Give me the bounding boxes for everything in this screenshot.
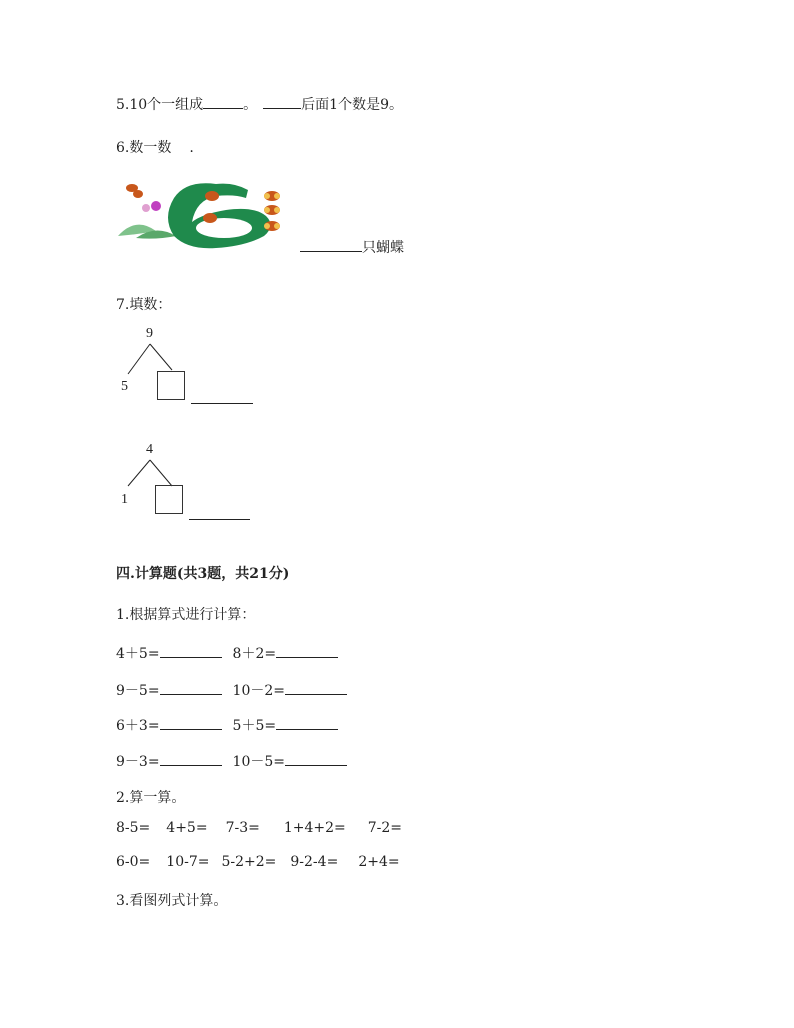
numeral-six-shape: [168, 183, 271, 248]
calc1-row: [116, 751, 347, 771]
calc2-expr: 10-7=: [166, 854, 210, 870]
tree2-left-number: 1: [121, 492, 128, 507]
q6-answer: [300, 237, 404, 257]
q6-dot: .: [189, 140, 194, 156]
calc1-blank[interactable]: [285, 751, 347, 766]
q6-label-text: 6.数一数: [116, 140, 172, 156]
butterfly-icon: [205, 191, 219, 201]
tree1-answer-line[interactable]: [191, 403, 253, 404]
calc1-blank[interactable]: [160, 643, 222, 658]
tree1-top-number: 9: [146, 326, 153, 341]
q6-answer-blank[interactable]: [300, 237, 362, 252]
question-6-label: [116, 137, 194, 157]
question-5: [116, 94, 403, 114]
tree2-answer-line[interactable]: [189, 519, 250, 520]
tree2-top-number: 4: [146, 442, 153, 457]
q5-blank-2[interactable]: [263, 94, 301, 109]
calc1-expr: 8＋2=: [232, 646, 277, 662]
butterfly-icon: [203, 213, 217, 223]
calc2-expr: 7-3=: [225, 820, 260, 836]
butterfly-six-illustration: [116, 176, 296, 256]
q6-answer-suffix: 只蝴蝶: [362, 240, 404, 256]
section-4-title: 四.计算题(共3题，共21分): [116, 566, 290, 582]
calc2-expr: 1+4+2=: [283, 820, 346, 836]
tree2-answer-box[interactable]: [155, 485, 183, 514]
calc2-row-2: [116, 854, 400, 870]
q5-prefix: 5.10个一组成: [116, 97, 204, 113]
question-7-label: 7.填数：: [116, 297, 172, 313]
calc2-expr: 9-2-4=: [290, 854, 339, 870]
calc1-blank[interactable]: [160, 680, 222, 695]
flower-icon: [151, 201, 161, 211]
calc1-blank[interactable]: [276, 715, 338, 730]
calc1-blank[interactable]: [276, 643, 338, 658]
six-hole: [196, 218, 252, 238]
flower-icon: [142, 204, 150, 212]
calc2-label: 2.算一算。: [116, 790, 186, 806]
calc2-expr: 2+4=: [358, 854, 400, 870]
calc1-blank[interactable]: [160, 715, 222, 730]
calc2-expr: 5-2+2=: [221, 854, 277, 870]
calc1-label: 1.根据算式进行计算：: [116, 607, 256, 623]
calc3-label: 3.看图列式计算。: [116, 893, 228, 909]
calc2-expr: 6-0=: [116, 854, 151, 870]
calc1-blank[interactable]: [160, 751, 222, 766]
calc2-row-1: [116, 820, 402, 836]
butterfly-icon: [133, 190, 143, 198]
calc1-expr: 4＋5=: [116, 646, 160, 662]
tree1-answer-box[interactable]: [157, 371, 185, 400]
calc2-expr: 7-2=: [367, 820, 403, 836]
q5-mid: 。: [243, 97, 258, 113]
calc1-expr: 10－2=: [232, 683, 285, 699]
calc1-row: [116, 643, 338, 663]
calc1-expr: 10－5=: [232, 754, 285, 770]
calc1-expr: 9－3=: [116, 754, 160, 770]
calc2-expr: 4+5=: [166, 820, 208, 836]
calc1-expr: 9－5=: [116, 683, 160, 699]
calc1-row: [116, 715, 338, 735]
q5-suffix: 后面1个数是9。: [301, 97, 403, 113]
calc1-expr: 5＋5=: [232, 718, 277, 734]
tree1-left-number: 5: [121, 379, 128, 394]
calc2-expr: 8-5=: [116, 820, 151, 836]
calc1-expr: 6＋3=: [116, 718, 160, 734]
calc1-blank[interactable]: [285, 680, 347, 695]
q5-blank-1[interactable]: [203, 94, 243, 109]
calc1-row: [116, 680, 347, 700]
